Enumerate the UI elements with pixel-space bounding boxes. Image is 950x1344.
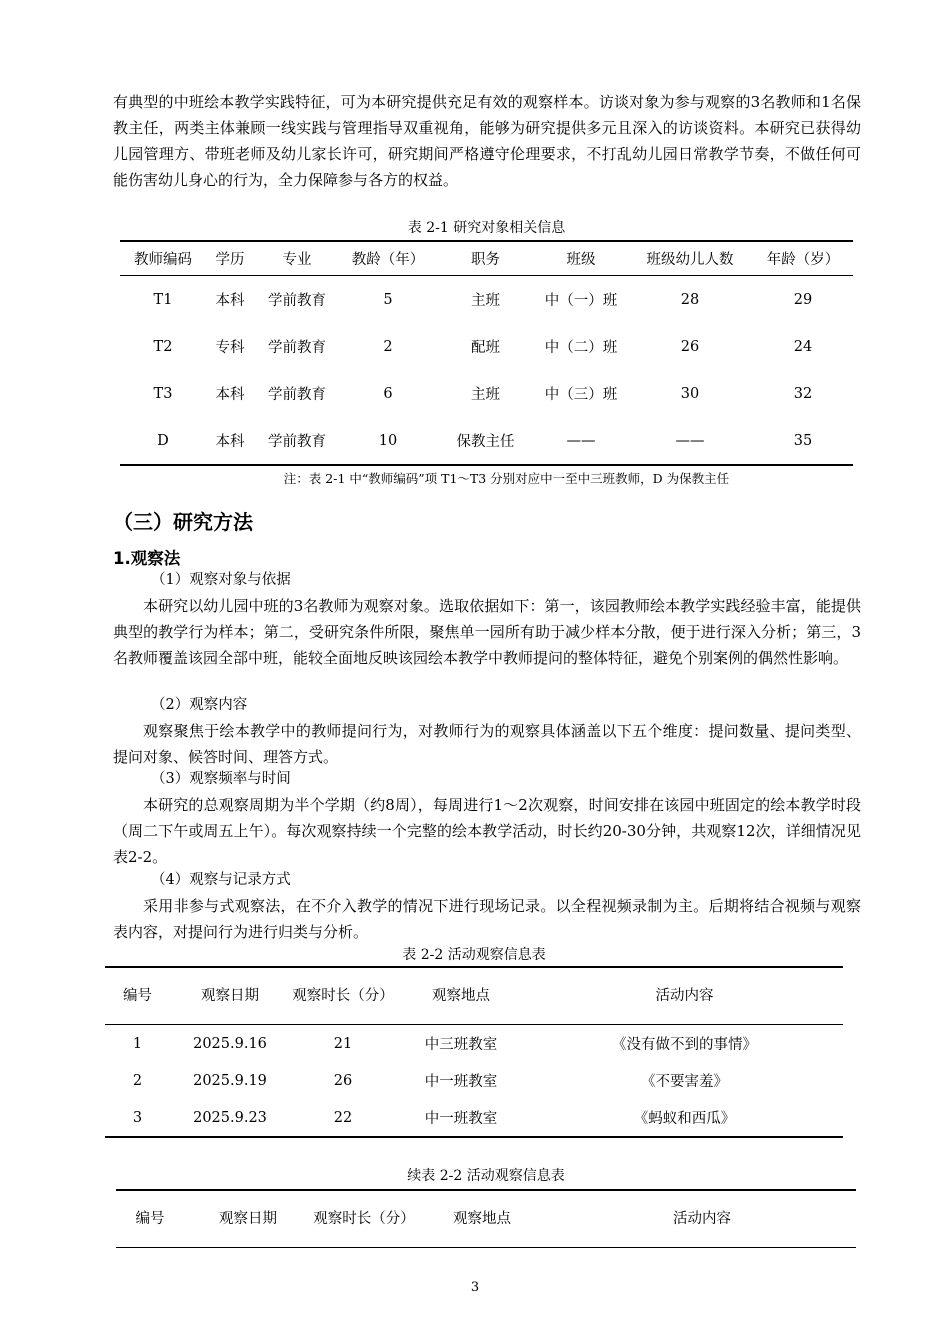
table-cell: 本科: [215, 434, 245, 450]
column-header: 观察时长（分）: [290, 967, 396, 1025]
table3-caption: 续表 2-2 活动观察信息表: [407, 1168, 565, 1184]
column-header: 编号: [105, 967, 170, 1025]
table-row: [120, 370, 853, 417]
table-cell: 《不要害羞》: [641, 1074, 728, 1090]
table-cell: 26: [333, 1072, 353, 1089]
column-header: 教龄（年）: [340, 241, 436, 276]
item-paragraph: 采用非参与式观察法，在不介入教学的情况下进行现场记录。以全程视频录制为主。后期将结合视频与观察表内容，对提问行为进行归类与分析。: [113, 897, 861, 941]
column-header: 活动内容: [673, 1211, 731, 1227]
column-header: 编号: [135, 1211, 165, 1227]
table-cell: 主班: [471, 387, 500, 403]
page-number: 3: [470, 1280, 480, 1295]
intro-paragraph: 有典型的中班绘本教学实践特征，可为本研究提供充足有效的观察样本。访谈对象为参与观察的3名教师和1名保教主任，两类主体兼顾一线实践与管理指导双重视角，能够为研究提供多元且深入的访谈资料。本研究已获得幼儿园管理方、带班老师及幼儿家长许可，研究期间严格遵守伦理要求，不打乱幼儿园日常教学节奏，不做任何可能伤害幼儿身心的行为，全力保障参与各方的权益。: [113, 93, 861, 189]
column-header: 专业: [254, 241, 340, 276]
table-cell: 30: [680, 385, 700, 402]
item-label: （4）观察与记录方式: [151, 872, 291, 888]
table-cell: T2: [153, 338, 173, 355]
table-cell: 保教主任: [456, 434, 515, 450]
table-row: [105, 1099, 843, 1137]
table-cell: 学前教育: [268, 434, 326, 450]
table-cell: 2025.9.16: [193, 1035, 267, 1052]
table-cell: 26: [680, 338, 700, 355]
item-label: （1）观察对象与依据: [151, 572, 291, 588]
column-header: 班级幼儿人数: [627, 241, 753, 276]
table-cell: 中（二）班: [544, 340, 618, 356]
subsection-heading: 1.观察法: [113, 549, 181, 568]
table1-caption: 表 2-1 研究对象相关信息: [407, 220, 566, 236]
table-cell: 学前教育: [268, 340, 326, 356]
table-cell: 2025.9.19: [193, 1072, 267, 1089]
table-row: [105, 1025, 843, 1063]
table-cell: 6: [383, 385, 393, 402]
table-cell: 中（三）班: [544, 387, 618, 403]
column-header: 职务: [436, 241, 535, 276]
research-subjects-table: [120, 240, 853, 466]
table-cell: 中（一）班: [544, 293, 618, 309]
item-label: （3）观察频率与时间: [151, 771, 291, 787]
table-row: [105, 1062, 843, 1099]
table-cell: 本科: [215, 387, 245, 403]
table-cell: 中一班教室: [424, 1074, 498, 1090]
observation-info-table: [105, 966, 843, 1138]
table-cell: 32: [793, 385, 813, 402]
section-heading: （三）研究方法: [113, 510, 253, 534]
table-cell: 学前教育: [268, 387, 326, 403]
table-cell: 29: [793, 291, 813, 308]
table-cell: 主班: [471, 293, 500, 309]
table-cell: ——: [566, 432, 596, 449]
column-header: 年龄（岁）: [753, 241, 853, 276]
table-row: [120, 276, 853, 324]
item-label: （2）观察内容: [151, 697, 248, 713]
table1-note: 注：表 2-1 中“教师编码”项 T1～T3 分别对应中一至中三班教师，D 为保教主任: [283, 471, 730, 486]
column-header: 班级: [535, 241, 627, 276]
column-header: 观察地点: [453, 1211, 511, 1227]
table-cell: 10: [378, 432, 398, 449]
table-header-row: [120, 241, 853, 276]
table-cell: 24: [793, 338, 813, 355]
table-cell: 中一班教室: [424, 1111, 498, 1127]
column-header: 观察日期: [170, 967, 290, 1025]
table-cell: 2025.9.23: [193, 1109, 267, 1126]
table-cell: 《没有做不到的事情》: [612, 1037, 757, 1053]
table-row: [120, 417, 853, 465]
table-cell: 配班: [471, 340, 500, 356]
table2-caption: 表 2-2 活动观察信息表: [402, 947, 546, 963]
table-cell: 1: [132, 1035, 143, 1052]
table-header-row: [116, 1190, 856, 1248]
table-cell: 专科: [215, 340, 245, 356]
table-cell: 2: [132, 1072, 143, 1089]
table-header-row: [105, 967, 843, 1025]
column-header: 观察时长（分）: [313, 1211, 415, 1227]
column-header: 教师编码: [120, 241, 206, 276]
column-header: 观察地点: [396, 967, 526, 1025]
column-header: 学历: [206, 241, 254, 276]
table-row: [120, 323, 853, 370]
table-cell: 35: [793, 432, 813, 449]
item-paragraph: 本研究的总观察周期为半个学期（约8周），每周进行1～2次观察，时间安排在该园中班固定的绘本教学时段（周二下午或周五上午）。每次观察持续一个完整的绘本教学活动，时长约20-30分钟，共观察12次，详细情况见表2-2。: [113, 796, 861, 866]
table-cell: 学前教育: [268, 293, 326, 309]
table-cell: D: [157, 432, 169, 449]
table-cell: 21: [333, 1035, 353, 1052]
table-cell: 22: [333, 1109, 353, 1126]
table-cell: 《蚂蚁和西瓜》: [633, 1111, 736, 1127]
column-header: 观察日期: [219, 1211, 277, 1227]
column-header: 活动内容: [526, 967, 843, 1025]
table-cell: 28: [680, 291, 700, 308]
table-cell: 3: [132, 1109, 143, 1126]
table-cell: T3: [153, 385, 173, 402]
table-cell: 2: [383, 338, 393, 355]
observation-info-table-continued: [116, 1189, 856, 1248]
table-cell: 本科: [215, 293, 245, 309]
table-cell: 5: [383, 291, 393, 308]
table-cell: T1: [153, 291, 173, 308]
item-paragraph: 本研究以幼儿园中班的3名教师为观察对象。选取依据如下：第一，该园教师绘本教学实践经验丰富，能提供典型的教学行为样本；第二，受研究条件所限，聚焦单一园所有助于减少样本分散，便于进行深入分析；第三，3名教师覆盖该园全部中班，能较全面地反映该园绘本教学中教师提问的整体特征，避免个别案例的偶然性影响。: [113, 597, 861, 667]
item-paragraph: 观察聚焦于绘本教学中的教师提问行为，对教师行为的观察具体涵盖以下五个维度：提问数量、提问类型、提问对象、候答时间、理答方式。: [113, 722, 861, 766]
table-cell: ——: [675, 432, 705, 449]
table-cell: 中三班教室: [424, 1037, 498, 1053]
